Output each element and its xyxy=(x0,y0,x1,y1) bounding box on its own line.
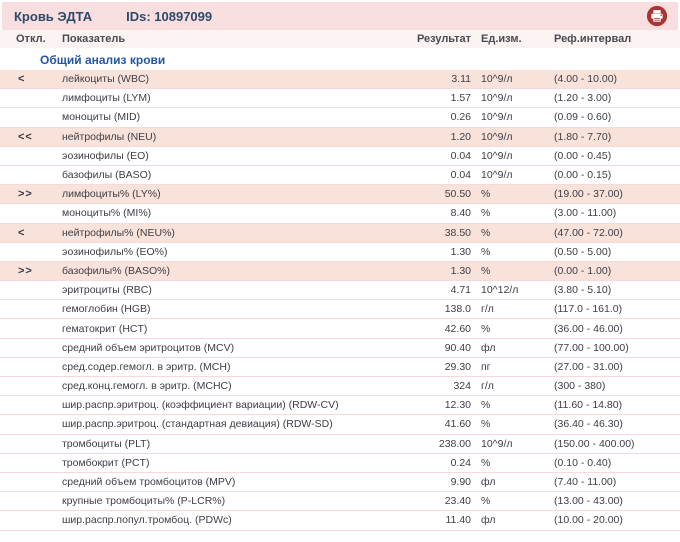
result-value: 29.30 xyxy=(444,360,471,373)
indicator-name: эозинофилы (EO) xyxy=(62,149,149,162)
table-row xyxy=(0,377,680,396)
column-header-indicator: Показатель xyxy=(62,33,126,45)
table-row xyxy=(0,166,680,185)
unit-value: г/л xyxy=(481,380,494,393)
table-row xyxy=(0,300,680,319)
result-value: 50.50 xyxy=(444,188,471,201)
ref-interval: (1.80 - 7.70) xyxy=(554,130,612,143)
ref-interval: (150.00 - 400.00) xyxy=(554,437,635,450)
indicator-name: нейтрофилы (NEU) xyxy=(62,130,157,143)
table-row xyxy=(0,89,680,108)
sample-ids: IDs: 10897099 xyxy=(126,8,213,24)
ref-interval: (0.00 - 0.45) xyxy=(554,149,612,162)
deviation-flag: < xyxy=(18,73,26,86)
deviation-flag: >> xyxy=(18,264,33,277)
unit-value: 10^12/л xyxy=(481,284,519,297)
ref-interval: (11.60 - 14.80) xyxy=(554,399,623,412)
result-value: 12.30 xyxy=(444,399,471,412)
titlebar xyxy=(2,2,678,30)
deviation-flag: >> xyxy=(18,188,33,201)
result-value: 238.00 xyxy=(438,437,471,450)
unit-value: % xyxy=(481,226,491,239)
unit-value: 10^9/л xyxy=(481,130,513,143)
table-row xyxy=(0,108,680,127)
unit-value: г/л xyxy=(481,303,494,316)
result-value: 3.11 xyxy=(451,73,471,86)
ref-interval: (13.00 - 43.00) xyxy=(554,495,623,508)
table-row xyxy=(0,492,680,511)
unit-value: % xyxy=(481,399,491,412)
indicator-name: лейкоциты (WBC) xyxy=(62,73,150,86)
indicator-name: тромбоциты (PLT) xyxy=(62,437,151,450)
table-row xyxy=(0,224,680,243)
ref-interval: (7.40 - 11.00) xyxy=(554,476,617,489)
indicator-name: тромбокрит (PCT) xyxy=(62,456,150,469)
table-row xyxy=(0,415,680,434)
result-value: 9.90 xyxy=(450,476,471,489)
ref-interval: (300 - 380) xyxy=(554,380,606,393)
unit-value: % xyxy=(481,495,491,508)
sample-title: Кровь ЭДТА xyxy=(14,8,93,24)
ref-interval: (77.00 - 100.00) xyxy=(554,341,629,354)
table-row xyxy=(0,128,680,147)
unit-value: % xyxy=(481,207,491,220)
deviation-flag: << xyxy=(18,130,33,143)
indicator-name: сред.конц.гемогл. в эритр. (MCHC) xyxy=(62,380,232,393)
indicator-name: лимфоциты (LYM) xyxy=(62,92,151,105)
section-title: Общий анализ крови xyxy=(40,53,166,67)
ref-interval: (10.00 - 20.00) xyxy=(554,514,623,527)
indicator-name: моноциты (MID) xyxy=(62,111,141,124)
indicator-name: базофилы (BASO) xyxy=(62,169,152,182)
table-row xyxy=(0,281,680,300)
result-value: 1.30 xyxy=(450,245,471,258)
table-row xyxy=(0,262,680,281)
result-value: 11.40 xyxy=(445,514,471,527)
indicator-name: эритроциты (RBC) xyxy=(62,284,152,297)
unit-value: % xyxy=(481,322,491,335)
column-header-deviation: Откл. xyxy=(16,33,46,45)
unit-value: % xyxy=(481,456,491,469)
ref-interval: (36.40 - 46.30) xyxy=(554,418,623,431)
unit-value: фл xyxy=(481,514,496,527)
unit-value: фл xyxy=(481,476,496,489)
indicator-name: гематокрит (HCT) xyxy=(62,322,148,335)
printer-icon xyxy=(646,5,668,27)
result-value: 138.0 xyxy=(444,303,471,316)
ref-interval: (0.00 - 1.00) xyxy=(554,264,612,277)
result-value: 41.60 xyxy=(444,418,471,431)
result-value: 324 xyxy=(453,380,471,393)
column-header-result: Результат xyxy=(416,33,471,45)
indicator-name: гемоглобин (HGB) xyxy=(62,303,151,316)
unit-value: пг xyxy=(481,360,491,373)
table-row xyxy=(0,319,680,338)
result-value: 38.50 xyxy=(444,226,471,239)
table-row xyxy=(0,396,680,415)
ref-interval: (0.09 - 0.60) xyxy=(554,111,612,124)
result-value: 90.40 xyxy=(444,341,471,354)
unit-value: 10^9/л xyxy=(481,437,513,450)
ref-interval: (3.80 - 5.10) xyxy=(554,284,612,297)
unit-value: 10^9/л xyxy=(481,111,513,124)
indicator-name: нейтрофилы% (NEU%) xyxy=(62,226,175,239)
table-row xyxy=(0,70,680,89)
ref-interval: (27.00 - 31.00) xyxy=(554,360,623,373)
unit-value: % xyxy=(481,418,491,431)
ref-interval: (19.00 - 37.00) xyxy=(554,188,623,201)
table-row xyxy=(0,358,680,377)
indicator-name: крупные тромбоциты% (P-LCR%) xyxy=(62,495,226,508)
table-row xyxy=(0,454,680,473)
ref-interval: (47.00 - 72.00) xyxy=(554,226,623,239)
indicator-name: лимфоциты% (LY%) xyxy=(62,188,161,201)
ref-interval: (1.20 - 3.00) xyxy=(554,92,612,105)
table-row xyxy=(0,511,680,530)
indicator-name: шир.распр.попул.тромбоц. (PDWc) xyxy=(62,514,232,527)
ref-interval: (0.50 - 5.00) xyxy=(554,245,612,258)
result-value: 4.71 xyxy=(450,284,471,297)
indicator-name: эозинофилы% (EO%) xyxy=(62,245,168,258)
deviation-flag: < xyxy=(18,226,26,239)
unit-value: 10^9/л xyxy=(481,92,513,105)
result-value: 1.30 xyxy=(450,264,471,277)
result-value: 0.24 xyxy=(450,456,471,469)
result-value: 0.26 xyxy=(450,111,471,124)
result-value: 42.60 xyxy=(444,322,471,335)
unit-value: % xyxy=(481,188,491,201)
indicator-name: сред.содер.гемогл. в эритр. (MCH) xyxy=(62,360,231,373)
indicator-name: средний объем тромбоцитов (MPV) xyxy=(62,476,236,489)
ref-interval: (3.00 - 11.00) xyxy=(554,207,617,220)
print-button[interactable] xyxy=(646,5,668,27)
ref-interval: (0.00 - 0.15) xyxy=(554,169,612,182)
indicator-name: моноциты% (MI%) xyxy=(62,207,152,220)
column-header-unit: Ед.изм. xyxy=(481,33,522,45)
indicator-name: средний объем эритроцитов (MCV) xyxy=(62,341,235,354)
table-row xyxy=(0,435,680,454)
table-column-headers xyxy=(0,30,680,48)
result-value: 0.04 xyxy=(450,149,471,162)
unit-value: фл xyxy=(481,341,496,354)
result-value: 1.57 xyxy=(450,92,471,105)
table-row xyxy=(0,185,680,204)
ref-interval: (4.00 - 10.00) xyxy=(554,73,618,86)
column-header-ref: Реф.интервал xyxy=(554,33,632,45)
ref-interval: (0.10 - 0.40) xyxy=(554,456,612,469)
indicator-name: базофилы% (BASO%) xyxy=(62,264,170,277)
unit-value: 10^9/л xyxy=(481,169,513,182)
table-row xyxy=(0,243,680,262)
unit-value: % xyxy=(481,264,491,277)
table-row xyxy=(0,473,680,492)
result-value: 0.04 xyxy=(450,169,471,182)
ref-interval: (117.0 - 161.0) xyxy=(554,303,623,316)
table-row xyxy=(0,339,680,358)
unit-value: 10^9/л xyxy=(481,73,513,86)
indicator-name: шир.распр.эритроц. (коэффициент вариации) (RDW-CV) xyxy=(62,399,339,412)
unit-value: % xyxy=(481,245,491,258)
ref-interval: (36.00 - 46.00) xyxy=(554,322,623,335)
table-row xyxy=(0,147,680,166)
result-value: 23.40 xyxy=(444,495,471,508)
result-value: 8.40 xyxy=(450,207,471,220)
unit-value: 10^9/л xyxy=(481,149,513,162)
results-table xyxy=(0,70,680,531)
table-row xyxy=(0,204,680,223)
result-value: 1.20 xyxy=(450,130,471,143)
indicator-name: шир.распр.эритроц. (стандартная девиация) (RDW-SD) xyxy=(62,418,333,431)
